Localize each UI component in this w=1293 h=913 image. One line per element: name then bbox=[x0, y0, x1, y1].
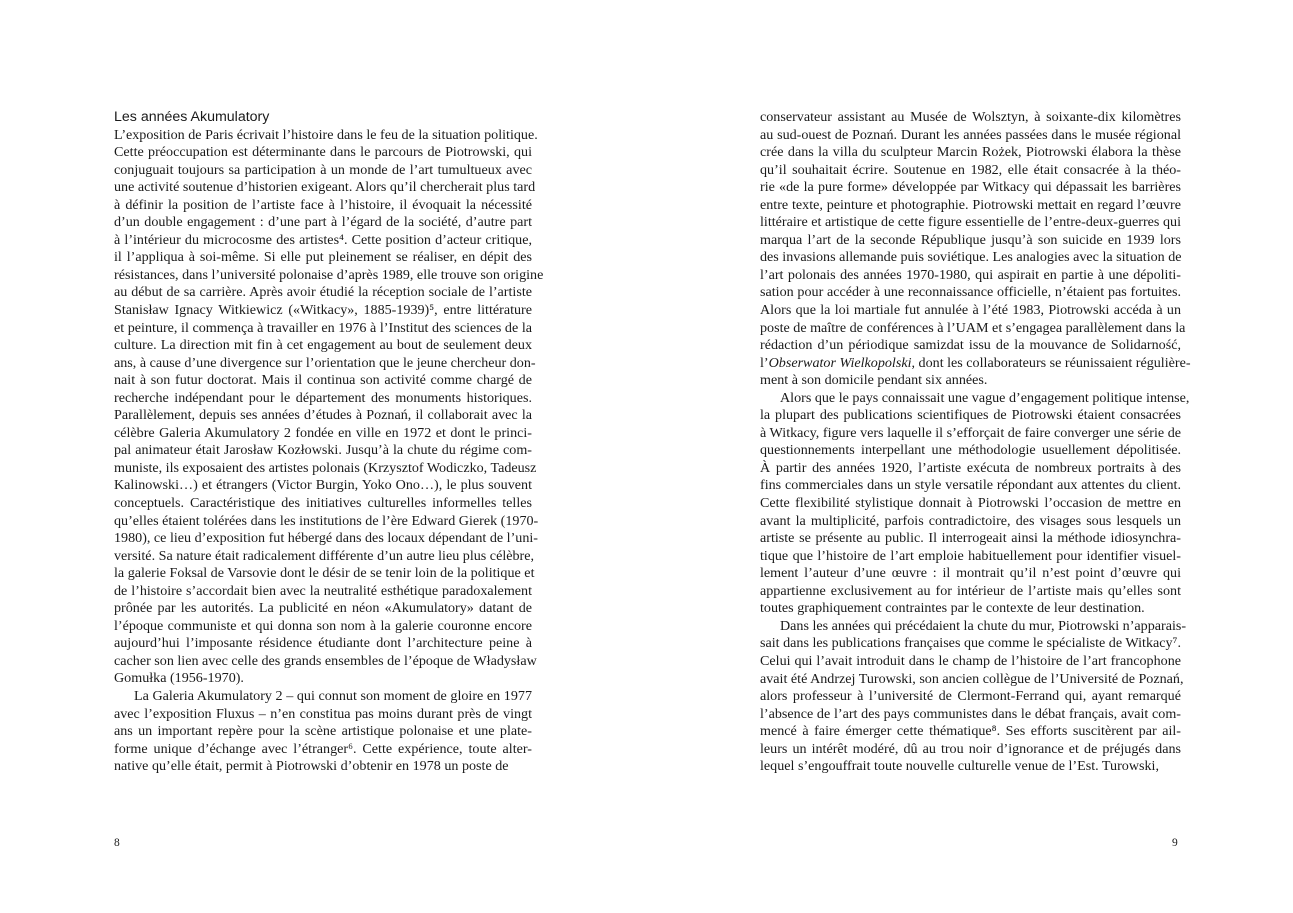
text-line: culture. La direction mit fin à cet engagement au bout de seulement deux bbox=[114, 337, 532, 354]
text-line: Dans les années qui précédaient la chute du mur, Piotrowski n’apparais- bbox=[780, 617, 1187, 634]
text-line: et peinture, il commença à travailler en 1976 à l’Institut des sciences de la bbox=[114, 319, 532, 336]
text-line: avec l’exposition Fluxus – n’en constitua pas moins durant près de vingt bbox=[114, 705, 532, 722]
text-line: Parallèlement, depuis ses années d’études à Poznań, il collaborait avec la bbox=[114, 407, 532, 424]
text-line: rie «de la pure forme» développée par Witkacy qui dépassait les barrières bbox=[760, 179, 1181, 196]
page-number-left: 8 bbox=[114, 837, 120, 849]
text-line: il l’appliqua à soi-même. Si elle put pleinement se réaliser, en dépit des bbox=[114, 249, 532, 266]
text-line: avant la multiplicité, parfois contradictoire, des visages sous lesquels un bbox=[760, 512, 1181, 529]
left-text-column bbox=[114, 109, 544, 776]
text-line: au début de sa carrière. Après avoir étudié la réception sociale de l’artiste bbox=[114, 284, 532, 301]
text-line: marqua l’art de la seconde République jusqu’à son suicide en 1939 lors bbox=[760, 231, 1181, 248]
text-line: nait à son futur doctorat. Mais il continua son activité comme chargé de bbox=[114, 372, 532, 389]
text-line: cacher son lien avec celle des grands ensembles de l’époque de Władysław bbox=[114, 652, 537, 669]
text-line: tique que l’histoire de l’art emploie habituellement pour identifier visuel- bbox=[760, 547, 1181, 564]
text-line: toutes graphiquement contraintes par le contexte de leur destination. bbox=[760, 600, 1145, 617]
text-line: une activité soutenue d’historien exigeant. Alors qu’il chercherait plus tard bbox=[114, 179, 536, 196]
text-line: Alors que la loi martiale fut annulée à l’été 1983, Piotrowski accéda à un bbox=[760, 302, 1181, 319]
text-line: 1980), ce lieu d’exposition fut hébergé dans des locaux dépendant de l’uni- bbox=[114, 530, 538, 547]
text-line: sation pour accéder à une reconnaissance officielle, n’étaient pas fortuites. bbox=[760, 284, 1181, 301]
text-line: native qu’elle était, permit à Piotrowski d’obtenir en 1978 un poste de bbox=[114, 758, 509, 775]
text-line: des invasions allemande puis soviétique. Les analogies avec la situation de bbox=[760, 249, 1182, 266]
text-line: l’art polonais des années 1970-1980, qui aspirait en partie à une dépoliti- bbox=[760, 266, 1181, 283]
text-line: muniste, ils exposaient des artistes polonais (Krzysztof Wodiczko, Tadeusz bbox=[114, 459, 537, 476]
text-line: Alors que le pays connaissait une vague d’engagement politique intense, bbox=[780, 389, 1190, 406]
text-line: à l’intérieur du microcosme des artistes⁴. Cette position d’acteur critique, bbox=[114, 231, 532, 248]
text-line: À partir des années 1920, l’artiste exécuta de nombreux portraits à des bbox=[760, 459, 1181, 476]
text-line: entre texte, peinture et photographie. Piotrowski mettait en regard l’œuvre bbox=[760, 196, 1181, 213]
text-line: pal animateur était Jarosław Kozłowski. Jusqu’à la chute du régime com- bbox=[114, 442, 532, 459]
text-line: qu’il souhaitait écrire. Soutenue en 1982, elle était consacrée à la théo- bbox=[760, 161, 1181, 178]
page-number-right: 9 bbox=[1172, 837, 1178, 849]
text-line: mencé à faire émerger cette thématique⁸. Ses efforts suscitèrent par ail- bbox=[760, 723, 1181, 740]
text-line: forme unique d’échange avec l’étranger⁶. Cette expérience, toute alter- bbox=[114, 740, 532, 757]
text-line: leurs un intérêt modéré, dû au trou noir d’ignorance et de préjugés dans bbox=[760, 740, 1181, 757]
right-page bbox=[646, 0, 1293, 913]
text-line: artiste se présente au public. Il interrogeait ainsi la méthode idiosynchra- bbox=[760, 530, 1181, 547]
text-line: L’exposition de Paris écrivait l’histoire dans le feu de la situation politique. bbox=[114, 126, 538, 143]
text-line: lement l’auteur d’une œuvre : il montrait qu’il n’est point d’œuvre qui bbox=[760, 565, 1181, 582]
text-line: célèbre Galeria Akumulatory 2 fondée en ville en 1972 et dont le princi- bbox=[114, 424, 532, 441]
text-line: la plupart des publications scientifiques de Piotrowski étaient consacrées bbox=[760, 407, 1181, 424]
left-page bbox=[0, 0, 646, 913]
text-line: sait dans les publications françaises que comme le spécialiste de Witkacy⁷. bbox=[760, 635, 1181, 652]
text-line: ans, à cause d’une divergence sur l’orientation que le jeune chercheur don- bbox=[114, 354, 536, 371]
text-line: qu’elles étaient tolérées dans les institutions de l’ère Edward Gierek (1970- bbox=[114, 512, 539, 529]
text-line: versité. Sa nature était radicalement différente d’un autre lieu plus célèbre, bbox=[114, 547, 535, 564]
text-line: conservateur assistant au Musée de Wolsztyn, à soixante-dix kilomètres bbox=[760, 109, 1181, 125]
text-line: l’absence de l’art des pays communistes dans le débat français, avait com- bbox=[760, 705, 1181, 722]
text-line: appartienne exclusivement au for intérieur de l’artiste mais qu’elles sont bbox=[760, 582, 1181, 599]
text-line: au sud-ouest de Poznań. Durant les années passées dans le musée régional bbox=[760, 126, 1181, 143]
text-line: prônée par les autorités. La publicité en néon «Akumulatory» datant de bbox=[114, 600, 532, 617]
text-line: ans un important repère pour la scène artistique polonaise et une plate- bbox=[114, 723, 532, 740]
text-line: aujourd’hui l’imposante résidence étudiante dont l’architecture peine à bbox=[114, 635, 532, 652]
text-line: alors professeur à l’université de Clermont-Ferrand qui, ayant remarqué bbox=[760, 688, 1181, 705]
text-line: questionnements interpellant une méthodologie usuellement dépolitisée. bbox=[760, 442, 1181, 459]
text-line: de l’histoire s’accordait bien avec la neutralité esthétique paradoxalement bbox=[114, 582, 532, 599]
text-line: avait été Andrzej Turowski, son ancien collègue de l’Université de Poznań, bbox=[760, 670, 1184, 687]
text-line: Celui qui l’avait introduit dans le champ de l’histoire de l’art francophone bbox=[760, 652, 1181, 669]
right-text-column bbox=[760, 109, 1191, 776]
text-line: à définir la position de l’artiste face à l’histoire, il évoquait la nécessité bbox=[114, 196, 532, 213]
periodical-title: Obserwator Wielkopolski bbox=[768, 354, 912, 371]
text-line: Gomułka (1956-1970). bbox=[114, 670, 244, 687]
text-line: conjuguait toujours sa participation à un monde de l’art tumultueux avec bbox=[114, 161, 532, 178]
text-line: l’Obserwator Wielkopolski, dont les collaborateurs se réunissaient régulière- bbox=[760, 354, 1191, 371]
text-line: Stanisław Ignacy Witkiewicz («Witkacy», 1885-1939)⁵, entre littérature bbox=[114, 301, 532, 318]
text-line: rédaction d’un périodique samizdat issu de la mouvance de Solidarność, bbox=[760, 337, 1181, 354]
text-line: La Galeria Akumulatory 2 – qui connut son moment de gloire en 1977 bbox=[134, 688, 532, 704]
text-line: recherche indépendant pour le département des monuments historiques. bbox=[114, 389, 532, 406]
text-line: crée dans la villa du sculpteur Marcin Rożek, Piotrowski élabora la thèse bbox=[760, 144, 1181, 161]
text-line: Cette préoccupation est déterminante dans le parcours de Piotrowski, qui bbox=[114, 144, 532, 161]
text-line: conceptuels. Caractéristique des initiatives culturelles informelles telles bbox=[114, 494, 532, 511]
text-line: fins commerciales dans un style versatile répondant aux attentes du client. bbox=[760, 477, 1181, 494]
text-line: lequel s’engouffrait toute nouvelle culturelle venue de l’Est. Turowski, bbox=[760, 758, 1159, 775]
text-line: l’époque communiste et qui donna son nom à la galerie couronne encore bbox=[114, 617, 532, 634]
text-line: poste de maître de conférences à l’UAM et s’engagea parallèlement dans la bbox=[760, 319, 1186, 336]
text-line: littéraire et artistique de cette figure essentielle de l’entre-deux-guerres qui bbox=[760, 214, 1181, 231]
text-line: ment à son domicile pendant six années. bbox=[760, 372, 988, 389]
text-line: Kalinowski…) et étrangers (Victor Burgin, Yoko Ono…), le plus souvent bbox=[114, 477, 532, 494]
text-line: la galerie Foksal de Varsovie dont le désir de se tenir loin de la politique et bbox=[114, 565, 535, 582]
text-line: résistances, dans l’université polonaise d’après 1989, elle trouve son origine bbox=[114, 266, 544, 283]
text-line: Cette flexibilité stylistique donnait à Piotrowski l’occasion de mettre en bbox=[760, 495, 1181, 512]
text-line: à Witkacy, figure vers laquelle il s’efforçait de faire converger une série de bbox=[760, 424, 1181, 441]
text-line: d’un double engagement : d’une part à l’égard de la société, d’autre part bbox=[114, 214, 532, 231]
section-heading: Les années Akumulatory bbox=[114, 109, 270, 125]
